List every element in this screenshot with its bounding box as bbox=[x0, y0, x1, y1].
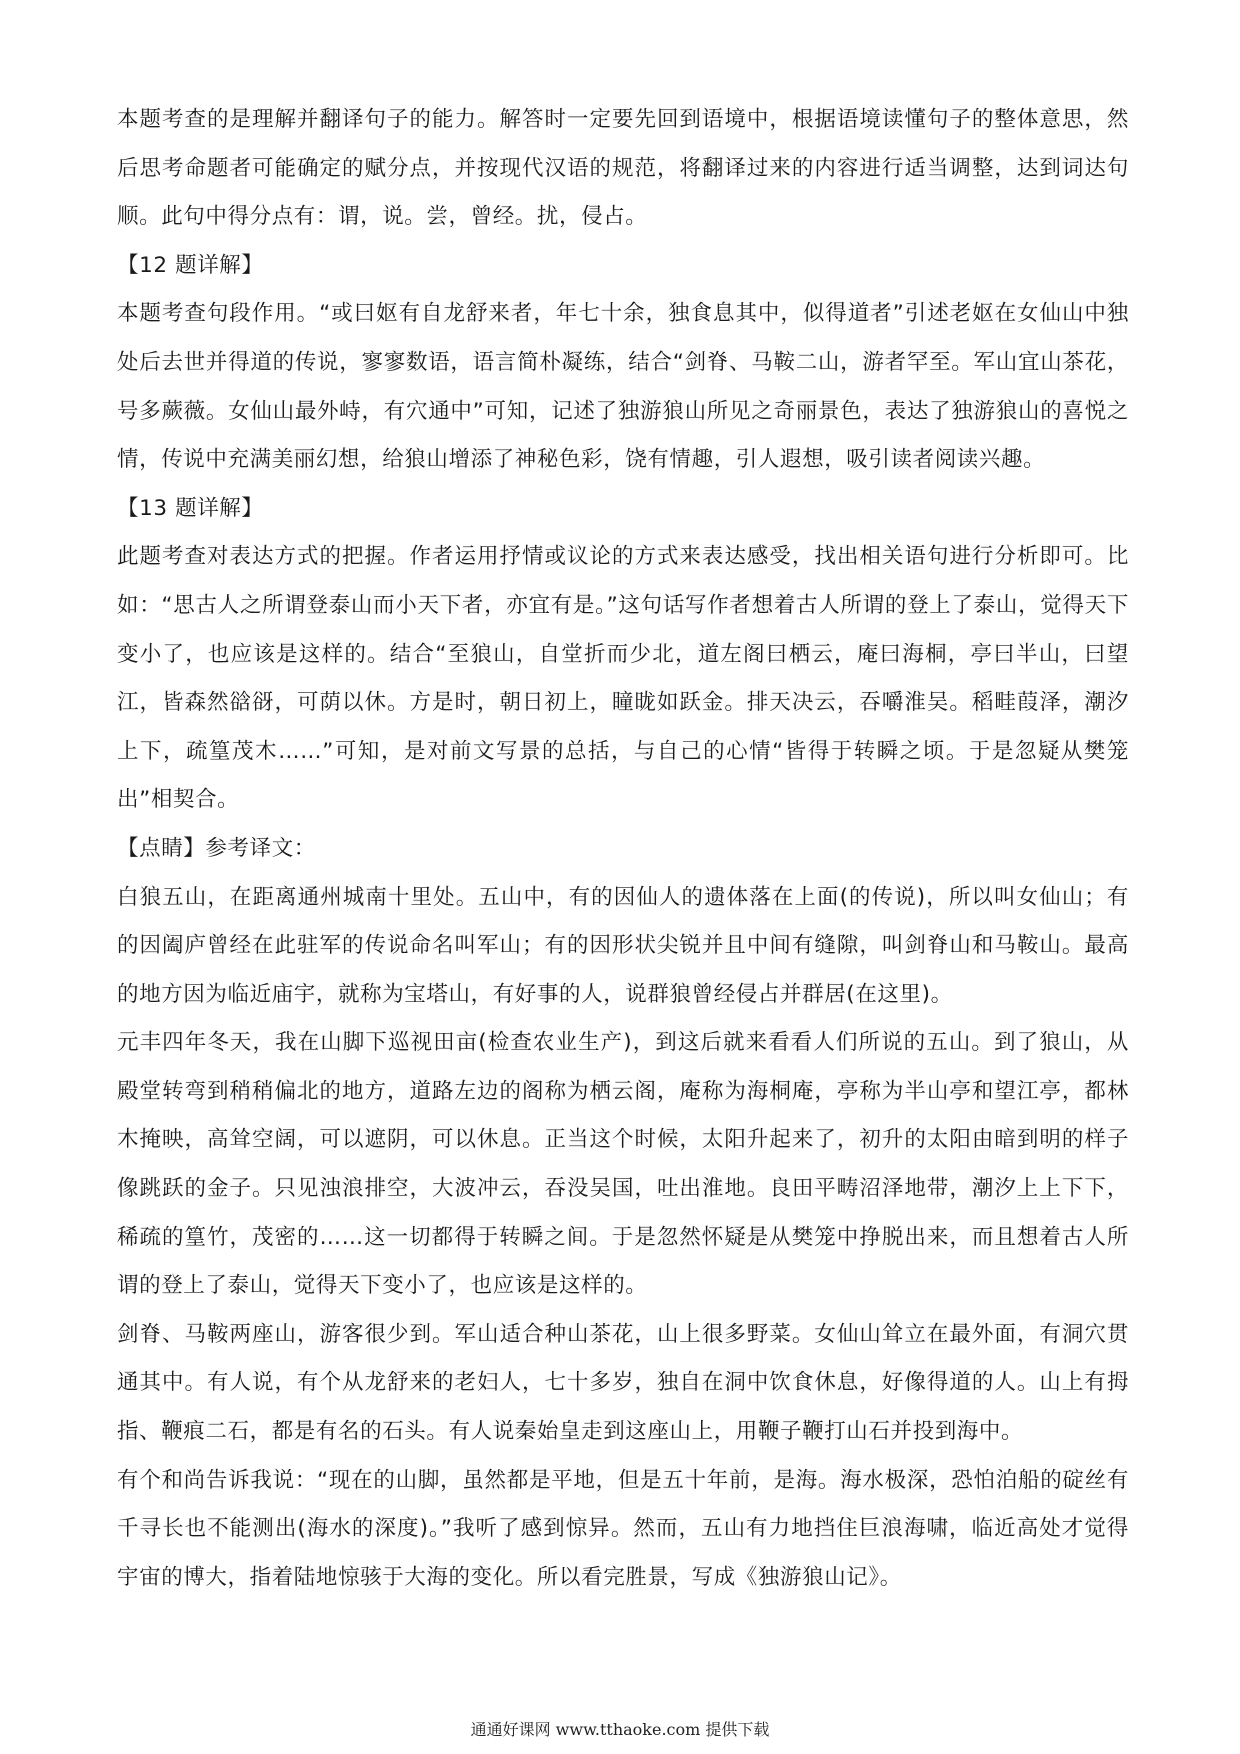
heading-question-12: 【12 题详解】 bbox=[117, 252, 264, 278]
paragraph-question-12-answer: 本题考查句段作用。“或曰妪有自龙舒来者，年七十余，独食息其中，似得道者”引述老妪在女仙山中独处后去世并得道的传说，寥寥数语，语言简朴凝练，结合“剑脊、马鞍二山，游者罕至。军山宜山茶花，号多蕨薇。女仙山最外峙，有穴通中”可知，记述了独游狼山所见之奇丽景色，表达了独游狼山的喜悦之情，传说中充满美丽幻想，给狼山增添了神秘色彩，饶有情趣，引人遐想，吸引读者阅读兴趣。 bbox=[117, 301, 1129, 473]
paragraph-translation-analysis: 本题考查的是理解并翻译句子的能力。解答时一定要先回到语境中，根据语境读懂句子的整体意思，然后思考命题者可能确定的赋分点，并按现代汉语的规范，将翻译过来的内容进行适当调整，达到词达句顺。此句中得分点有：谓，说。尝，曾经。扰，侵占。 bbox=[117, 107, 1129, 230]
paragraph-translation-1: 白狼五山，在距离通州城南十里处。五山中，有的因仙人的遗体落在上面(的传说)，所以叫女仙山；有的因阖庐曾经在此驻军的传说命名叫军山；有的因形状尖锐并且中间有缝隙，叫剑脊山和马鞍山。最高的地方因为临近庙宇，就称为宝塔山，有好事的人，说群狼曾经侵占并群居(在这里)。 bbox=[117, 884, 1129, 1007]
heading-reference-translation: 【点睛】参考译文： bbox=[117, 835, 316, 861]
page-footer: 通通好课网 www.tthaoke.com 提供下载 bbox=[470, 1720, 770, 1739]
document-body bbox=[117, 96, 1129, 1602]
paragraph-translation-3: 剑脊、马鞍两座山，游客很少到。军山适合种山茶花，山上很多野菜。女仙山耸立在最外面，有洞穴贯通其中。有人说，有个从龙舒来的老妇人，七十多岁，独自在洞中饮食休息，好像得道的人。山上有拇指、鞭痕二石，都是有名的石头。有人说秦始皇走到这座山上，用鞭子鞭打山石并投到海中。 bbox=[117, 1321, 1129, 1445]
heading-question-13: 【13 题详解】 bbox=[117, 495, 264, 521]
paragraph-translation-4: 有个和尚告诉我说：“现在的山脚，虽然都是平地，但是五十年前，是海。海水极深，恐怕泊船的碇丝有千寻长也不能测出(海水的深度)。”我听了感到惊异。然而，五山有力地挡住巨浪海啸，临近高处才觉得宇宙的博大，指着陆地惊骇于大海的变化。所以看完胜景，写成《独游狼山记》。 bbox=[117, 1467, 1129, 1590]
paragraph-translation-2: 元丰四年冬天，我在山脚下巡视田亩(检查农业生产)，到这后就来看看人们所说的五山。到了狼山，从殿堂转弯到稍稍偏北的地方，道路左边的阁称为栖云阁，庵称为海桐庵，亭称为半山亭和望江亭，都林木掩映，高耸空阔，可以遮阴，可以休息。正当这个时候，太阳升起来了，初升的太阳由暗到明的样子像跳跃的金子。只见浊浪排空，大波冲云，吞没吴国，吐出淮地。良田平畴沼泽地带，潮汐上上下下，稀疏的篁竹，茂密的……这一切都得于转瞬之间。于是忽然怀疑是从樊笼中挣脱出来，而且想着古人所谓的登上了泰山，觉得天下变小了，也应该是这样的。 bbox=[117, 1030, 1129, 1299]
paragraph-question-13-answer: 此题考查对表达方式的把握。作者运用抒情或议论的方式来表达感受，找出相关语句进行分析即可。比如：“思古人之所谓登泰山而小天下者，亦宜有是。”这句话写作者想着古人所谓的登上了泰山，觉得天下变小了，也应该是这样的。结合“至狼山，自堂折而少北，道左阁曰栖云，庵曰海桐，亭曰半山，曰望江，皆森然谽谺，可荫以休。方是时，朝日初上，瞳昽如跃金。排天决云，吞嚼淮吴。稻畦葭泽，潮汐上下，疏篁茂木……”可知，是对前文写景的总括，与自己的心情“皆得于转瞬之顷。于是忽疑从樊笼出”相契合。 bbox=[117, 544, 1129, 813]
